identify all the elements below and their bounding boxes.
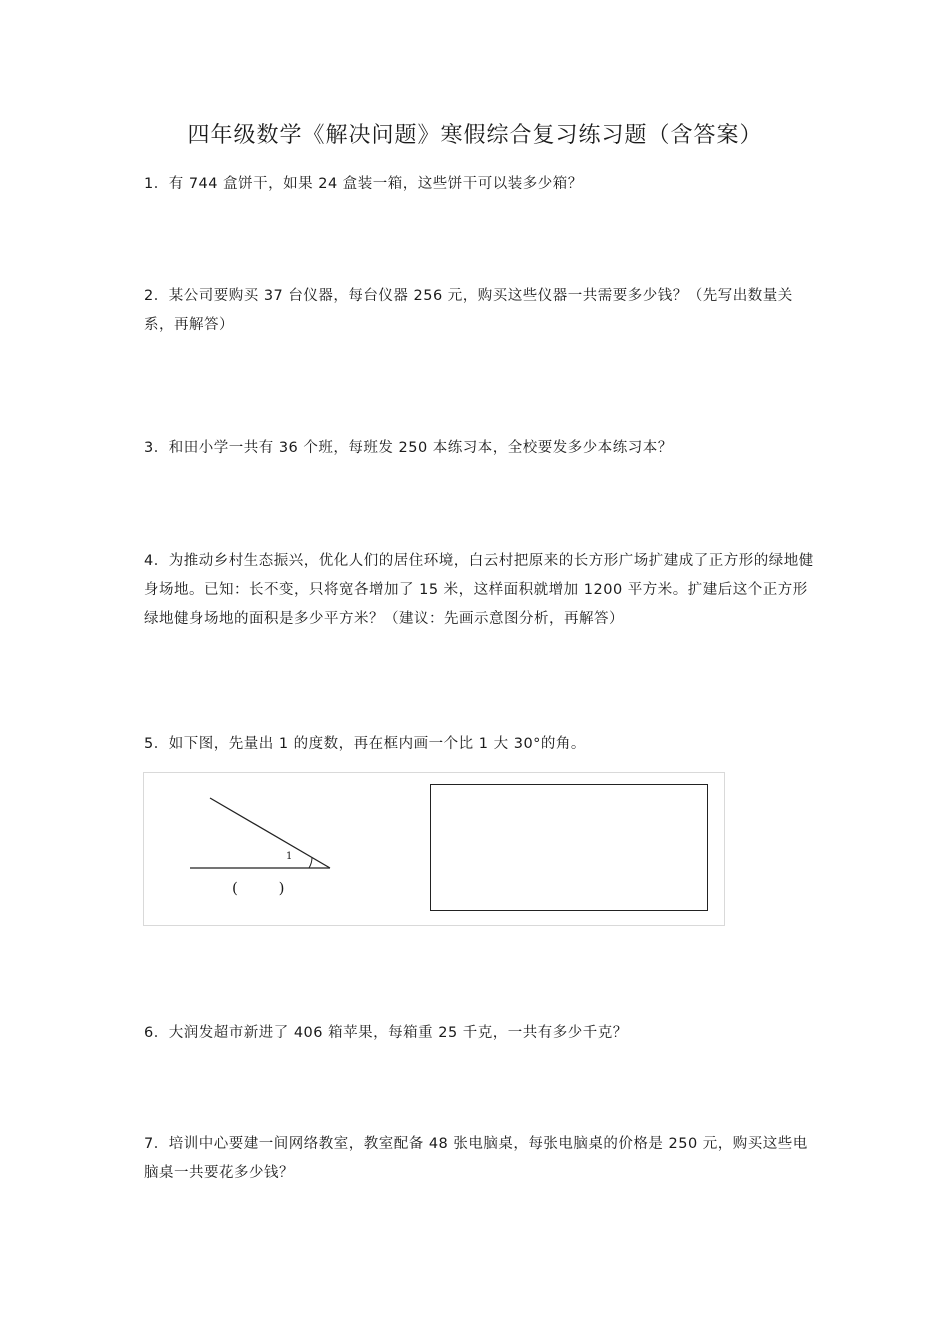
question-2: 2．某公司要购买 37 台仪器，每台仪器 256 元，购买这些仪器一共需要多少钱？（先写出数量关系，再解答） xyxy=(144,288,793,333)
angle-arc xyxy=(309,857,312,868)
angle-label: 1 xyxy=(286,851,293,862)
question-1: 1．有 744 盒饼干，如果 24 盒装一箱，这些饼干可以装多少箱？ xyxy=(144,176,583,192)
question-6: 6．大润发超市新进了 406 箱苹果，每箱重 25 千克，一共有多少千克？ xyxy=(144,1025,628,1041)
angle-figure xyxy=(143,772,725,926)
question-4: 4．为推动乡村生态振兴，优化人们的居住环境，白云村把原来的长方形广场扩建成了正方形的绿地健身场地。已知：长不变，只将宽各增加了 15 米，这样面积就增加 1200 平方米。扩建后这个正方形绿地健身场地的面积是多少平方米？（建议：先画示意图分析，再解答） xyxy=(144,553,814,627)
drawing-box[interactable] xyxy=(430,784,708,911)
page-title: 四年级数学《解决问题》寒假综合复习练习题（含答案） xyxy=(187,123,763,148)
angle-answer-parens: ( ) xyxy=(232,879,303,897)
question-7: 7．培训中心要建一间网络教室，教室配备 48 张电脑桌，每张电脑桌的价格是 250 元，购买这些电脑桌一共要花多少钱？ xyxy=(144,1136,808,1181)
question-5: 5．如下图，先量出 1 的度数，再在框内画一个比 1 大 30°的角。 xyxy=(144,736,586,752)
question-3: 3．和田小学一共有 36 个班，每班发 250 本练习本，全校要发多少本练习本？ xyxy=(144,440,673,456)
